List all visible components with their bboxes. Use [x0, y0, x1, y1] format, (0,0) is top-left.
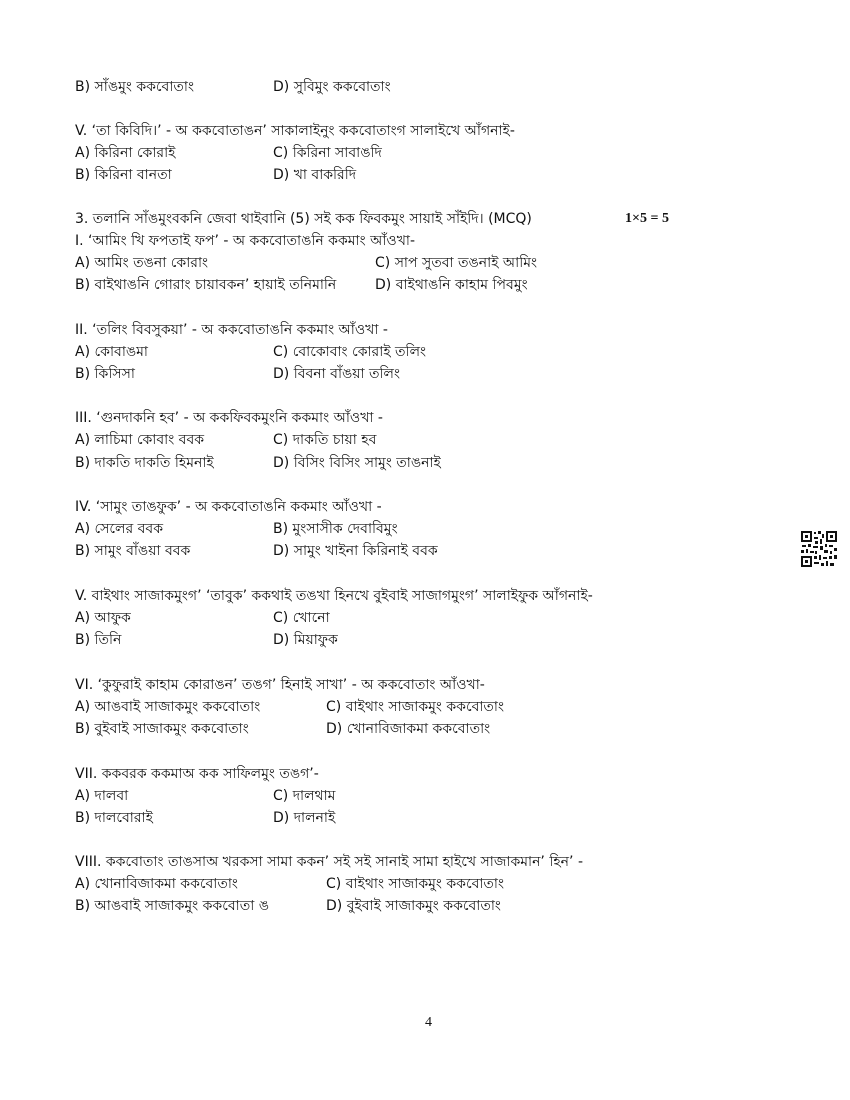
option-b: B) কিরিনা বানতা	[75, 167, 172, 183]
question-vi: VI. ‘কুফুরাই কাহাম কোরাঙন’ তঙগ’ হিনাই সাখা’ - অ ককবোতাং আঁওখা-	[75, 677, 485, 693]
option-c: C) খোনো	[273, 610, 330, 626]
option-a: A) কিরিনা কোরাই	[75, 145, 176, 161]
option-d: D) সামুং খাইনা কিরিনাই ববক	[273, 543, 438, 559]
option-a: A) আফুক	[75, 610, 131, 626]
option-b: B) আঙবাই সাজাকমুং ককবোতা ঙ	[75, 898, 269, 914]
option-c: C) বাইথাং সাজাকমুং ককবোতাং	[326, 876, 505, 892]
option-b: B) সামুং বাঁঙয়া ববক	[75, 543, 191, 559]
option-b: B) বাইথাঙনি গোরাং চায়াবকন’ হায়াই তনিমানি	[75, 277, 337, 293]
question-vii: VII. ককবরক ককমাঅ কক সাফিলমুং তঙগ’-	[75, 766, 319, 782]
option-b: B) তিনি	[75, 632, 122, 648]
option-a: A) লাচিমা কোবাং ববক	[75, 432, 205, 448]
qr-code-icon	[800, 530, 838, 568]
question-ii: II. ‘তলিং বিবসুকয়া’ - অ ককবোতাঙনি ককমাং আঁওখা -	[75, 322, 388, 338]
option-a: A) সেলের ববক	[75, 521, 164, 537]
option-b-second: B) মুংসাসীক দেবাবিমুং	[273, 521, 398, 537]
option-c: C) সাপ সুতবা তঙনাই আমিং	[375, 255, 538, 271]
option-a: A) কোবাঙমা	[75, 344, 148, 360]
option-b-prev: B) সাঁঙমুং ককবোতাং	[75, 79, 194, 95]
option-a: A) আঙবাই সাজাকমুং ককবোতাং	[75, 699, 261, 715]
option-b: B) দালবোরাই	[75, 810, 153, 826]
question-iii: III. ‘গুনদাকনি হব’ - অ ককফিবকমুংনি ককমাং আঁওখা -	[75, 410, 383, 426]
option-d: D) মিয়াফুক	[273, 632, 338, 648]
section-3-heading: 3. তলানি সাঁঙমুংবকনি জেবা থাইবানি (5) সই কক ফিবকমুং সায়াই সাঁইদি। (MCQ)	[75, 211, 532, 227]
option-d: D) বিসিং বিসিং সামুং তাঙনাই	[273, 455, 441, 471]
option-d-prev: D) সুবিমুং ককবোতাং	[273, 79, 391, 95]
option-a: A) খোনাবিজাকমা ককবোতাং	[75, 876, 238, 892]
question-2-v: V. ‘তা কিবিদি।’ - অ ককবোতাঙন’ সাকালাইনুং ককবোতাংগ সালাইখে আঁগনাই-	[75, 123, 515, 139]
option-c: C) দালথাম	[273, 788, 336, 804]
option-a: A) দালবা	[75, 788, 129, 804]
option-d: D) বিবনা বাঁঙয়া তলিং	[273, 366, 400, 382]
option-b: B) দাকতি দাকতি হিমনাই	[75, 455, 214, 471]
page-number: 4	[425, 1015, 432, 1030]
option-c: C) দাকতি চায়া হব	[273, 432, 377, 448]
option-b: B) কিসিসা	[75, 366, 135, 382]
option-c: C) কিরিনা সাবাঙদি	[273, 145, 382, 161]
option-c: C) বাইথাং সাজাকমুং ককবোতাং	[326, 699, 505, 715]
option-c: C) বোকোবাং কোরাই তলিং	[273, 344, 427, 360]
question-v: V. বাইথাং সাজাকমুংগ’ ‘তাবুক’ ককথাই তঙখা হিনখে বুইবাই সাজাগমুংগ’ সালাইফুক আঁগনাই-	[75, 588, 593, 604]
question-i: I. ‘আমিং খি ফপতাই ফপ’ - অ ককবোতাঙনি ককমাং আঁওখা-	[75, 233, 416, 249]
option-d: D) বুইবাই সাজাকমুং ককবোতাং	[326, 898, 501, 914]
option-a: A) আমিং তঙনা কোরাং	[75, 255, 209, 271]
question-viii: VIII. ককবোতাং তাঙসাঅ খরকসা সামা ককন’ সই সই সানাই সামা হাইখে সাজাকমান’ হিন’ -	[75, 854, 583, 870]
option-d: D) বাইথাঙনি কাহাম পিবমুং	[375, 277, 528, 293]
option-b: B) বুইবাই সাজাকমুং ককবোতাং	[75, 721, 249, 737]
question-iv: IV. ‘সামুং তাঙফুক’ - অ ককবোতাঙনি ককমাং আঁওখা -	[75, 499, 382, 515]
section-3-marks: 1×5 = 5	[625, 211, 669, 226]
option-d: D) খোনাবিজাকমা ককবোতাং	[326, 721, 491, 737]
option-d: D) খা বাকরিদি	[273, 167, 357, 183]
option-d: D) দালনাই	[273, 810, 336, 826]
